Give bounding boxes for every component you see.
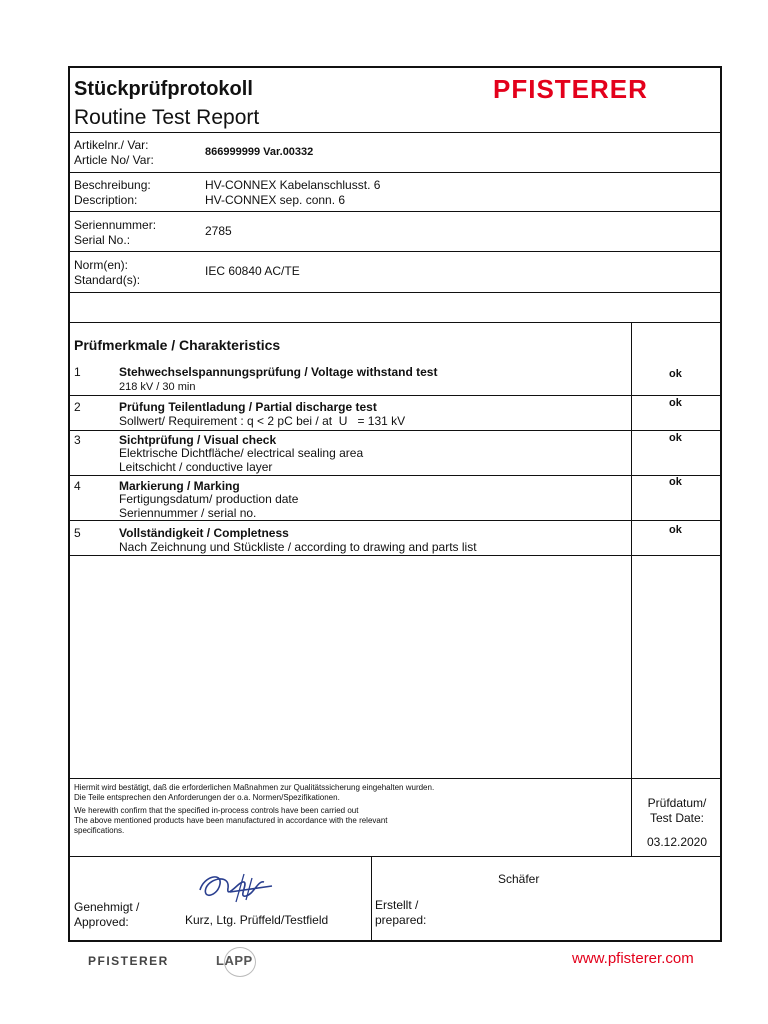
approver-signature xyxy=(160,862,330,912)
item-detail: Fertigungsdatum/ production date xyxy=(119,492,299,506)
item-title: Vollständigkeit / Completness xyxy=(119,526,289,540)
preparer-name: Schäfer xyxy=(498,872,540,886)
item-detail: Sollwert/ Requirement : q < 2 pC bei / at U = 131 kV xyxy=(119,414,406,428)
test-date-value: 03.12.2020 xyxy=(646,835,708,849)
item-detail: Leitschicht / conductive layer xyxy=(119,460,273,474)
item-title: Stehwechselspannungsprüfung / Voltage withstand test xyxy=(119,365,438,379)
divider xyxy=(68,251,722,252)
description-label: Beschreibung: Description: xyxy=(74,178,151,207)
divider xyxy=(68,211,722,212)
result-column-divider xyxy=(631,322,632,856)
test-date-label: Prüfdatum/ Test Date: xyxy=(647,796,707,825)
divider xyxy=(68,520,722,521)
divider xyxy=(68,292,722,293)
title-english: Routine Test Report xyxy=(74,106,260,129)
brand-logo: PFISTERER xyxy=(493,74,648,104)
item-number: 1 xyxy=(74,365,81,379)
divider xyxy=(68,475,722,476)
divider xyxy=(68,172,722,173)
item-detail: Elektrische Dichtfläche/ electrical sealing area xyxy=(119,446,364,460)
item-detail: Seriennummer / serial no. xyxy=(119,506,257,520)
footer-brand-logo: PFISTERER xyxy=(88,954,169,968)
confirmation-text: Hiermit wird bestätigt, daß die erforderlichen Maßnahmen zur Qualitätssicherung eingehalten wurden. Die Teile entsprechen den Anforderungen der o.a. Normen/Spezifikationen. We herewith confirm that the specified in-process controls have been carried out The above mentioned products have been manufactured in accordance with the relevant specifications. xyxy=(74,783,435,835)
item-result: ok xyxy=(669,524,682,536)
approver-name: Kurz, Ltg. Prüffeld/Testfield xyxy=(185,913,329,927)
divider xyxy=(68,555,722,556)
title-german: Stückprüfprotokoll xyxy=(74,78,253,100)
standard-value: IEC 60840 AC/TE xyxy=(205,264,300,278)
characteristics-heading: Prüfmerkmale / Charakteristics xyxy=(74,337,281,353)
item-result: ok xyxy=(669,368,682,380)
item-number: 5 xyxy=(74,526,81,540)
item-number: 3 xyxy=(74,433,81,447)
serial-label: Seriennummer: Serial No.: xyxy=(74,218,157,247)
divider xyxy=(68,132,722,133)
description-value: HV-CONNEX Kabelanschlusst. 6 HV-CONNEX sep. conn. 6 xyxy=(205,178,381,207)
signature-divider xyxy=(371,856,372,942)
divider xyxy=(68,430,722,431)
item-detail: 218 kV / 30 min xyxy=(119,381,196,393)
divider xyxy=(68,395,722,396)
standard-label: Norm(en): Standard(s): xyxy=(74,258,141,287)
item-result: ok xyxy=(669,476,682,488)
item-number: 2 xyxy=(74,400,81,414)
divider xyxy=(68,778,722,779)
article-value: 866999999 Var.00332 xyxy=(205,146,314,158)
prepared-label: Erstellt / prepared: xyxy=(375,898,427,927)
item-detail: Nach Zeichnung und Stückliste / according to drawing and parts list xyxy=(119,540,477,554)
item-title: Sichtprüfung / Visual check xyxy=(119,433,277,447)
divider xyxy=(68,856,722,857)
article-label: Artikelnr./ Var: Article No/ Var: xyxy=(74,138,154,167)
item-result: ok xyxy=(669,397,682,409)
approved-label: Genehmigt / Approved: xyxy=(74,900,140,929)
item-title: Prüfung Teilentladung / Partial discharge test xyxy=(119,400,377,414)
divider xyxy=(68,322,722,323)
item-title: Markierung / Marking xyxy=(119,479,240,493)
item-number: 4 xyxy=(74,479,81,493)
item-result: ok xyxy=(669,432,682,444)
website-link[interactable]: www.pfisterer.com xyxy=(572,950,694,967)
lapp-logo: LAPP xyxy=(216,947,264,975)
serial-value: 2785 xyxy=(205,224,232,238)
